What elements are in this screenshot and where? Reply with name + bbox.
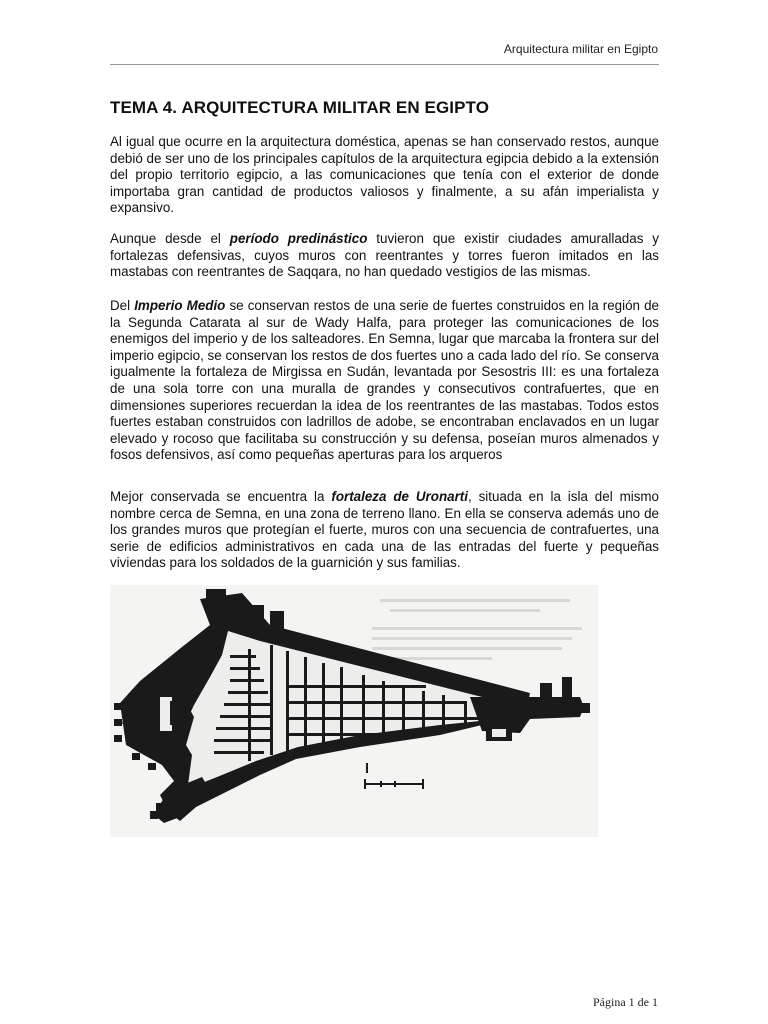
p2-emphasis: período predinástico: [229, 231, 368, 246]
running-header: Arquitectura militar en Egipto: [503, 42, 658, 56]
paragraph-predynastic: [110, 231, 659, 281]
p2-text-pre: Aunque desde el: [110, 231, 230, 246]
page-title: TEMA 4. ARQUITECTURA MILITAR EN EGIPTO: [110, 98, 490, 117]
p4-text-post: , situada en la isla del mismo nombre cerca de Semna, en una zona de terreno llano. En ella se conserva además uno de los grandes muros que protegían el fuerte, muros con una secuencia de contrafuertes, una serie de edificios administrativos en cada una de las entradas del fuerte y pequeñas viviendas para los soldados de la guarnición y sus familias.: [110, 489, 660, 571]
scale-bar: [364, 779, 424, 789]
p4-text-pre: Mejor conservada se encuentra la: [110, 489, 332, 504]
paragraph-uronarti: [110, 489, 659, 572]
p4-emphasis: fortaleza de Uronarti: [331, 489, 468, 504]
paragraph-intro: Al igual que ocurre en la arquitectura doméstica, apenas se han conservado restos, aunque debió de ser uno de los principales capítulos de la arquitectura egipcia debido a la extensión del propio territorio egipcio, a las comunicaciones que tenía con el exterior de donde importaba gran cantidad de productos valiosos y finalmente, a su afán imperialista y expansivo.: [110, 134, 659, 216]
fortress-walls: [114, 589, 590, 823]
fortress-plan-image: [110, 585, 598, 837]
p3-text-pre: Del: [110, 298, 135, 313]
page-number: Página 1 de 1: [593, 995, 658, 1009]
p3-emphasis: Imperio Medio: [134, 298, 226, 313]
paragraph-middle-kingdom: [110, 298, 659, 464]
p2-text-post: tuvieron que existir ciudades amuralladas y fortalezas defensivas, cuyos muros con reentrantes y torres fueron imitados en las mastabas con reentrantes de Saqqara, no han quedado vestigios de las mismas.: [110, 231, 659, 280]
fortress-plan-drawing: [110, 585, 598, 837]
p3-text-post: se conservan restos de una serie de fuertes construidos en la región de la Segunda Catarata al sur de Wady Halfa, para proteger las comunicaciones de los enemigos del imperio y de los salteadores. En Semna, lugar que marcaba la frontera sur del imperio egipcio, se conservan los restos de dos fuertes uno a cada lado del río. Se conserva igualmente la fortaleza de Mirgissa en Sudán, levantada por Sesostris III: es una fortaleza de una sola torre con una muralla de grandes y consecutivos contrafuertes, que en dimensiones superiores recuerdan la idea de los reentrantes de las mastabas. Todos estos fuertes estaban construidos con ladrillos de adobe, se encontraban enclavados en un lugar elevado y rocoso que facilitaba su construcción y su defensa, poseían muros almenados y fosos defensivos, así como pequeñas aperturas para los arqueros: [110, 298, 659, 463]
bleed-through-text: [372, 599, 582, 660]
header-divider: [110, 64, 659, 65]
north-marker: [366, 763, 368, 773]
